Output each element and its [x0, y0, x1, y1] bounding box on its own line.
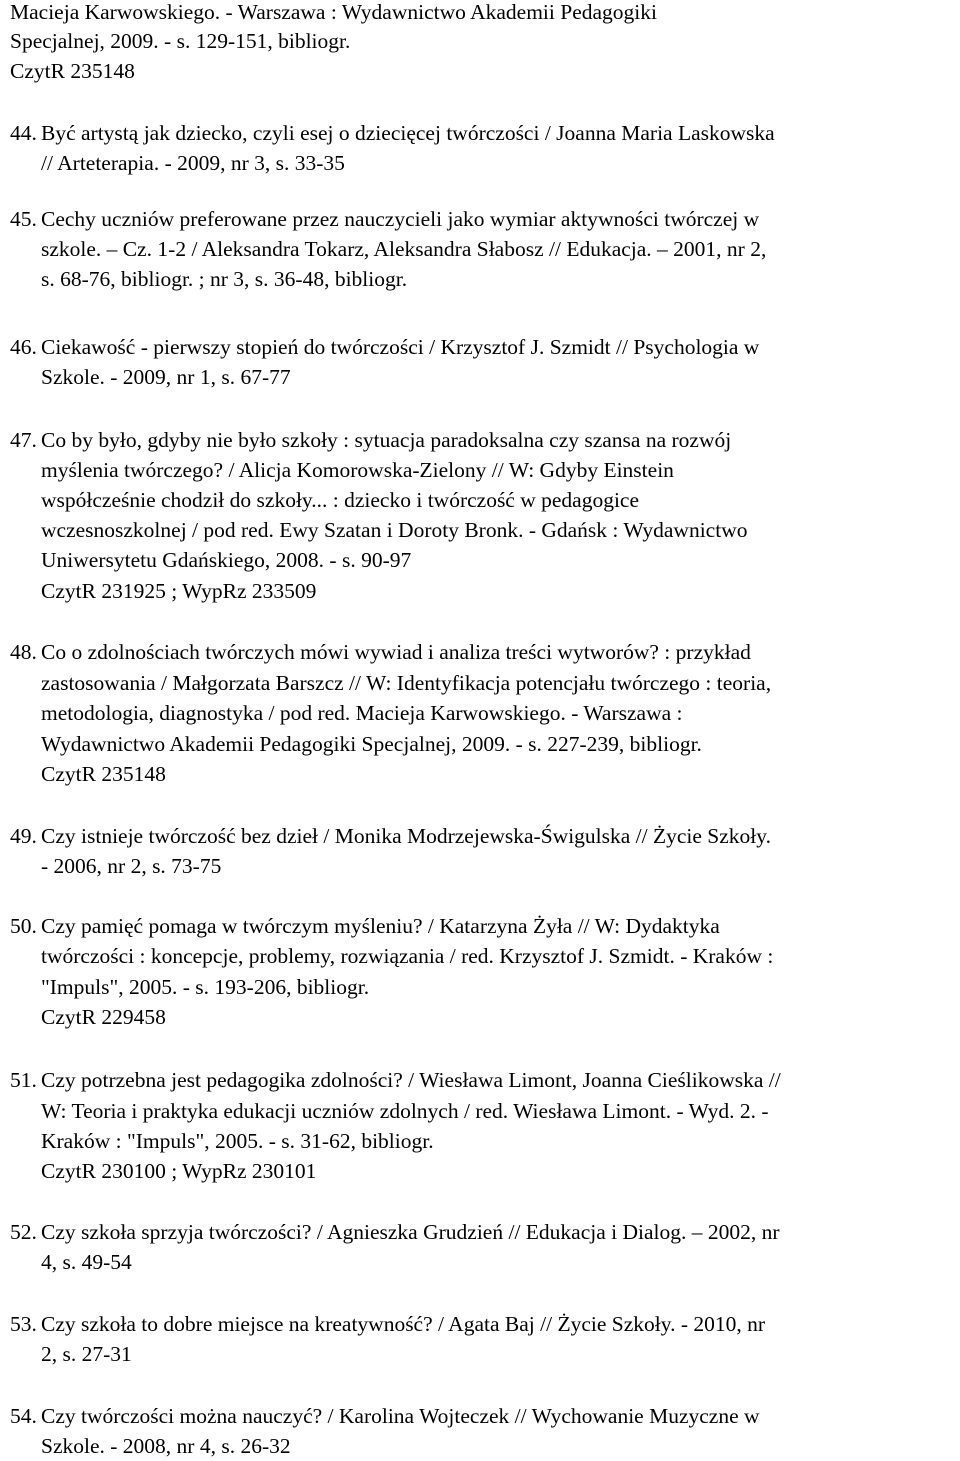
entry-line: wczesnoszkolnej / pod red. Ewy Szatan i Doroty Bronk. - Gdańsk : Wydawnictwo: [41, 518, 748, 542]
entry-line: Wydawnictwo Akademii Pedagogiki Specjalnej, 2009. - s. 227-239, bibliogr.: [41, 732, 702, 756]
entry-number: 54.: [10, 1404, 37, 1428]
entry-number: 46.: [10, 335, 37, 359]
entry-line: W: Teoria i praktyka edukacji uczniów zdolnych / red. Wiesława Limont. - Wyd. 2. -: [41, 1099, 769, 1123]
entry-line: Czy potrzebna jest pedagogika zdolności? / Wiesława Limont, Joanna Cieślikowska //: [41, 1068, 781, 1092]
entry-line: CzytR 230100 ; WypRz 230101: [41, 1159, 317, 1183]
entry-line: twórczości : koncepcje, problemy, rozwiązania / red. Krzysztof J. Szmidt. - Kraków :: [41, 944, 774, 968]
entry-line: Być artystą jak dziecko, czyli esej o dziecięcej twórczości / Joanna Maria Laskowska: [41, 121, 775, 145]
entry-line: // Arteterapia. - 2009, nr 3, s. 33-35: [41, 151, 345, 175]
entry-line: zastosowania / Małgorzata Barszcz // W: Identyfikacja potencjału twórczego : teoria,: [41, 671, 772, 695]
entry-number: 44.: [10, 121, 37, 145]
entry-line: Specjalnej, 2009. - s. 129-151, bibliogr.: [10, 29, 351, 53]
entry-line: Macieja Karwowskiego. - Warszawa : Wydawnictwo Akademii Pedagogiki: [10, 0, 657, 24]
entry-number: 48.: [10, 640, 37, 664]
entry-line: 4, s. 49-54: [41, 1250, 132, 1274]
entry-line: "Impuls", 2005. - s. 193-206, bibliogr.: [41, 975, 370, 999]
entry-line: 2, s. 27-31: [41, 1342, 132, 1366]
entry-line: Co by było, gdyby nie było szkoły : sytuacja paradoksalna czy szansa na rozwój: [41, 428, 732, 452]
entry-line: Czy istnieje twórczość bez dzieł / Monika Modrzejewska-Świgulska // Życie Szkoły.: [41, 824, 772, 848]
entry-line: myślenia twórczego? / Alicja Komorowska-Zielony // W: Gdyby Einstein: [41, 458, 674, 482]
entry-number: 53.: [10, 1312, 37, 1336]
entry-number: 49.: [10, 824, 37, 848]
entry-line: Cechy uczniów preferowane przez nauczycieli jako wymiar aktywności twórczej w: [41, 207, 760, 231]
entry-line: Szkole. - 2009, nr 1, s. 67-77: [41, 365, 291, 389]
entry-line: CzytR 229458: [41, 1005, 166, 1029]
entry-line: CzytR 235148: [10, 59, 135, 83]
entry-line: Ciekawość - pierwszy stopień do twórczości / Krzysztof J. Szmidt // Psychologia w: [41, 335, 760, 359]
entry-line: Czy pamięć pomaga w twórczym myśleniu? / Katarzyna Żyła // W: Dydaktyka: [41, 914, 720, 938]
entry-line: Czy szkoła to dobre miejsce na kreatywność? / Agata Baj // Życie Szkoły. - 2010, nr: [41, 1312, 766, 1336]
entry-line: s. 68-76, bibliogr. ; nr 3, s. 36-48, bibliogr.: [41, 267, 408, 291]
entry-line: Czy twórczości można nauczyć? / Karolina Wojteczek // Wychowanie Muzyczne w: [41, 1404, 760, 1428]
entry-number: 52.: [10, 1220, 37, 1244]
entry-line: Kraków : "Impuls", 2005. - s. 31-62, bibliogr.: [41, 1129, 434, 1153]
entry-line: CzytR 231925 ; WypRz 233509: [41, 579, 317, 603]
entry-line: CzytR 235148: [41, 762, 166, 786]
entry-line: Czy szkoła sprzyja twórczości? / Agnieszka Grudzień // Edukacja i Dialog. – 2002, nr: [41, 1220, 780, 1244]
entry-line: współcześnie chodził do szkoły... : dziecko i twórczość w pedagogice: [41, 488, 640, 512]
entry-line: - 2006, nr 2, s. 73-75: [41, 854, 222, 878]
entry-line: szkole. – Cz. 1-2 / Aleksandra Tokarz, Aleksandra Słabosz // Edukacja. – 2001, nr 2,: [41, 237, 767, 261]
entry-number: 51.: [10, 1068, 37, 1092]
entry-number: 47.: [10, 428, 37, 452]
entry-line: metodologia, diagnostyka / pod red. Macieja Karwowskiego. - Warszawa :: [41, 701, 683, 725]
entry-line: Uniwersytetu Gdańskiego, 2008. - s. 90-97: [41, 548, 412, 572]
entry-line: Co o zdolnościach twórczych mówi wywiad i analiza treści wytworów? : przykład: [41, 640, 751, 664]
entry-number: 45.: [10, 207, 37, 231]
entry-number: 50.: [10, 914, 37, 938]
entry-line: Szkole. - 2008, nr 4, s. 26-32: [41, 1434, 291, 1458]
